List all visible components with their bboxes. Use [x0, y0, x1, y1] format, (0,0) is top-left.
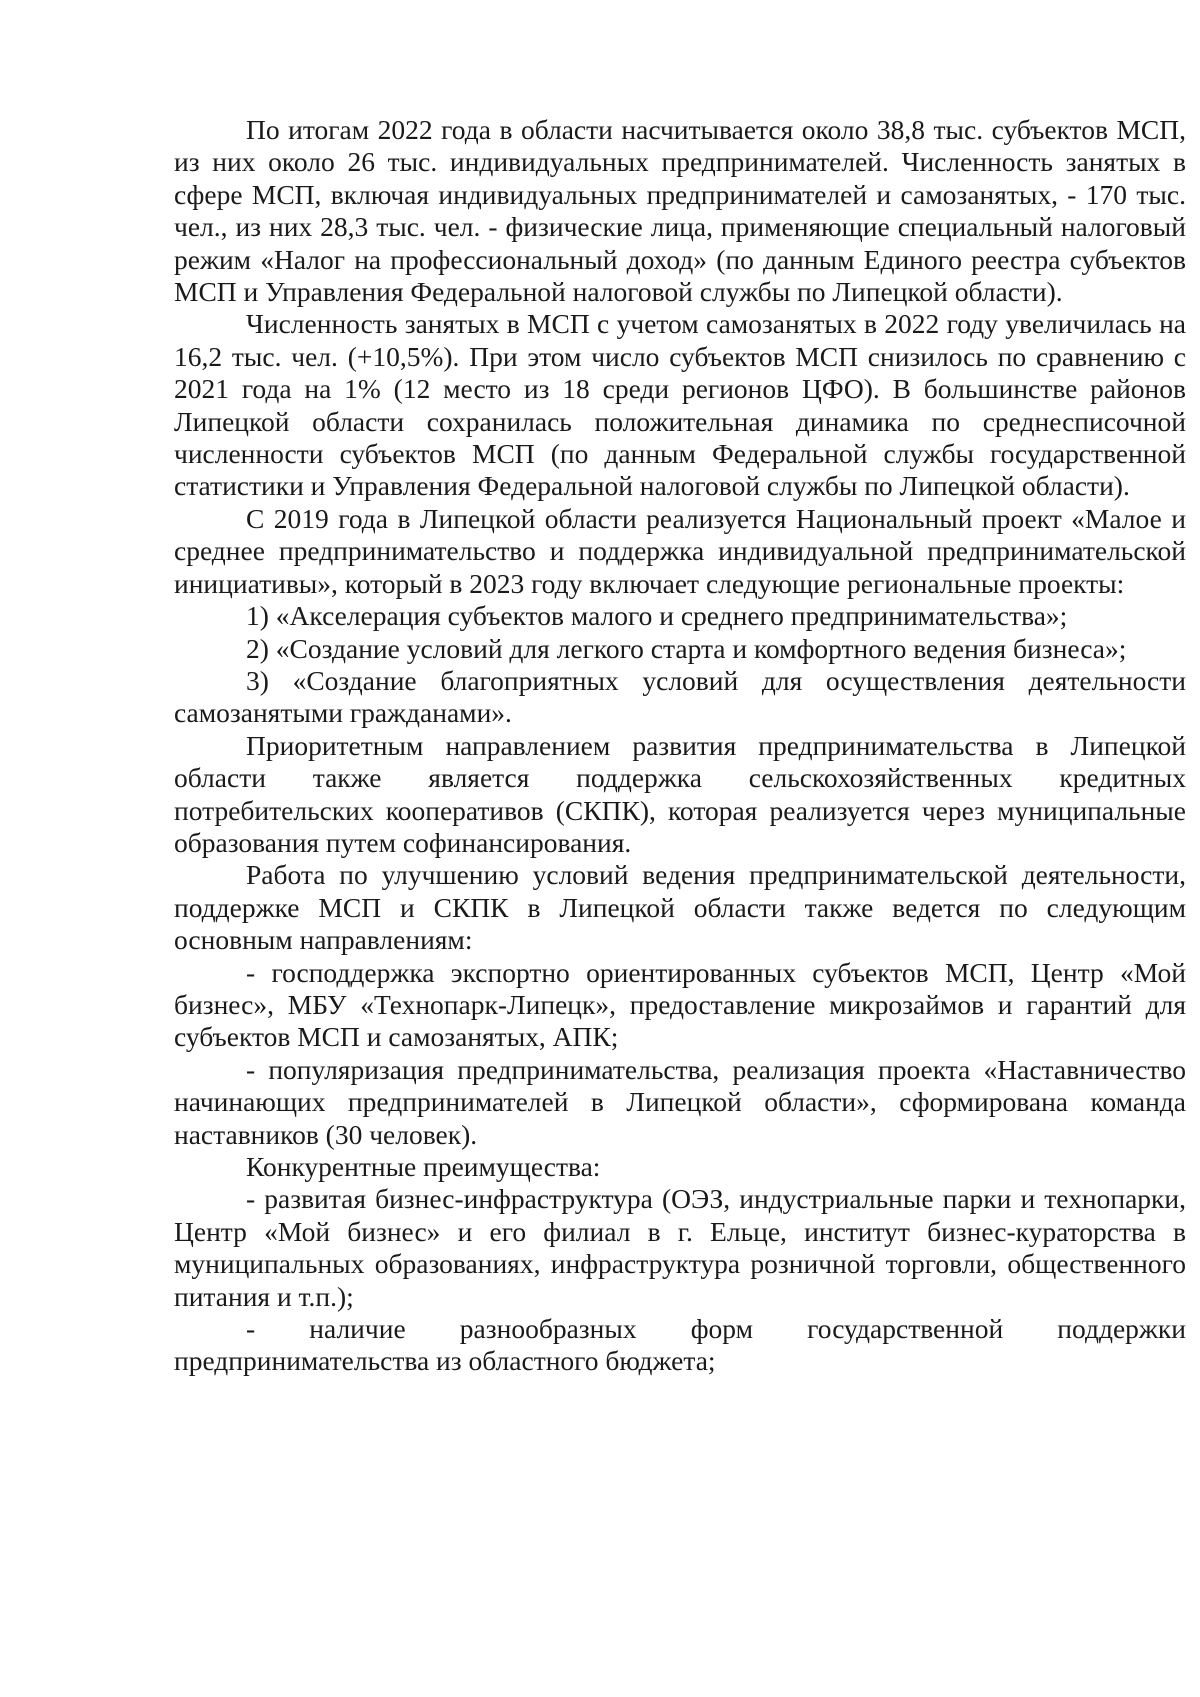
paragraph-national-project: С 2019 года в Липецкой области реализуется Национальный проект «Малое и среднее предпринимательство и поддержка индивидуальной предпринимательской инициативы», который в 2023 году включает следующие региональные проекты: [174, 502, 1186, 599]
list-item-mentorship: - популяризация предпринимательства, реализация проекта «Наставничество начинающих предпринимателей в Липецкой области», сформирована команда наставников (30 человек). [174, 1053, 1186, 1150]
list-item-export-support: - господдержка экспортно ориентированных субъектов МСП, Центр «Мой бизнес», МБУ «Технопарк-Липецк», предоставление микрозаймов и гарантий для субъектов МСП и самозанятых, АПК; [174, 956, 1186, 1053]
list-item-business-infrastructure: - развитая бизнес-инфраструктура (ОЭЗ, индустриальные парки и технопарки, Центр «Мой бизнес» и его филиал в г. Ельце, институт бизнес-кураторства в муниципальных образованиях, инфраструктура розничной торговли, общественного питания и т.п.); [174, 1183, 1186, 1312]
paragraph-msp-statistics-2022: По итогам 2022 года в области насчитывается около 38,8 тыс. субъектов МСП, из них около 26 тыс. индивидуальных предпринимателей. Численность занятых в сфере МСП, включая индивидуальных предпринимателей и самозанятых, - 170 тыс. чел., из них 28,3 тыс. чел. - физические лица, применяющие специальный налоговый режим «Налог на профессиональный доход» (по данным Единого реестра субъектов МСП и Управления Федеральной налоговой службы по Липецкой области). [174, 114, 1186, 308]
paragraph-work-directions: Работа по улучшению условий ведения предпринимательской деятельности, поддержке МСП и СКПК в Липецкой области также ведется по следующим основным направлениям: [174, 859, 1186, 956]
paragraph-employment-growth: Численность занятых в МСП с учетом самозанятых в 2022 году увеличилась на 16,2 тыс. чел. (+10,5%). При этом число субъектов МСП снизилось по сравнению с 2021 года на 1% (12 место из 18 среди регионов ЦФО). В большинстве районов Липецкой области сохранилась положительная динамика по среднесписочной численности субъектов МСП (по данным Федеральной службы государственной статистики и Управления Федеральной налоговой службы по Липецкой области). [174, 308, 1186, 502]
list-item-project-easy-start: 2) «Создание условий для легкого старта и комфортного ведения бизнеса»; [246, 632, 1127, 664]
list-item-project-self-employed: 3) «Создание благоприятных условий для осуществления деятельности самозанятыми гражданами». [174, 664, 1186, 729]
list-item-state-support-forms: - наличие разнообразных форм государственной поддержки предпринимательства из областного бюджета; [174, 1313, 1186, 1377]
paragraph-competitive-advantages: Конкурентные преимущества: [246, 1151, 601, 1182]
paragraph-skpk-support: Приоритетным направлением развития предпринимательства в Липецкой области также является поддержка сельскохозяйственных кредитных потребительских кооперативов (СКПК), которая реализуется через муниципальные образования путем софинансирования. [174, 729, 1186, 858]
document-body [174, 114, 1186, 1378]
list-item-project-acceleration: 1) «Акселерация субъектов малого и среднего предпринимательства»; [246, 600, 1068, 632]
